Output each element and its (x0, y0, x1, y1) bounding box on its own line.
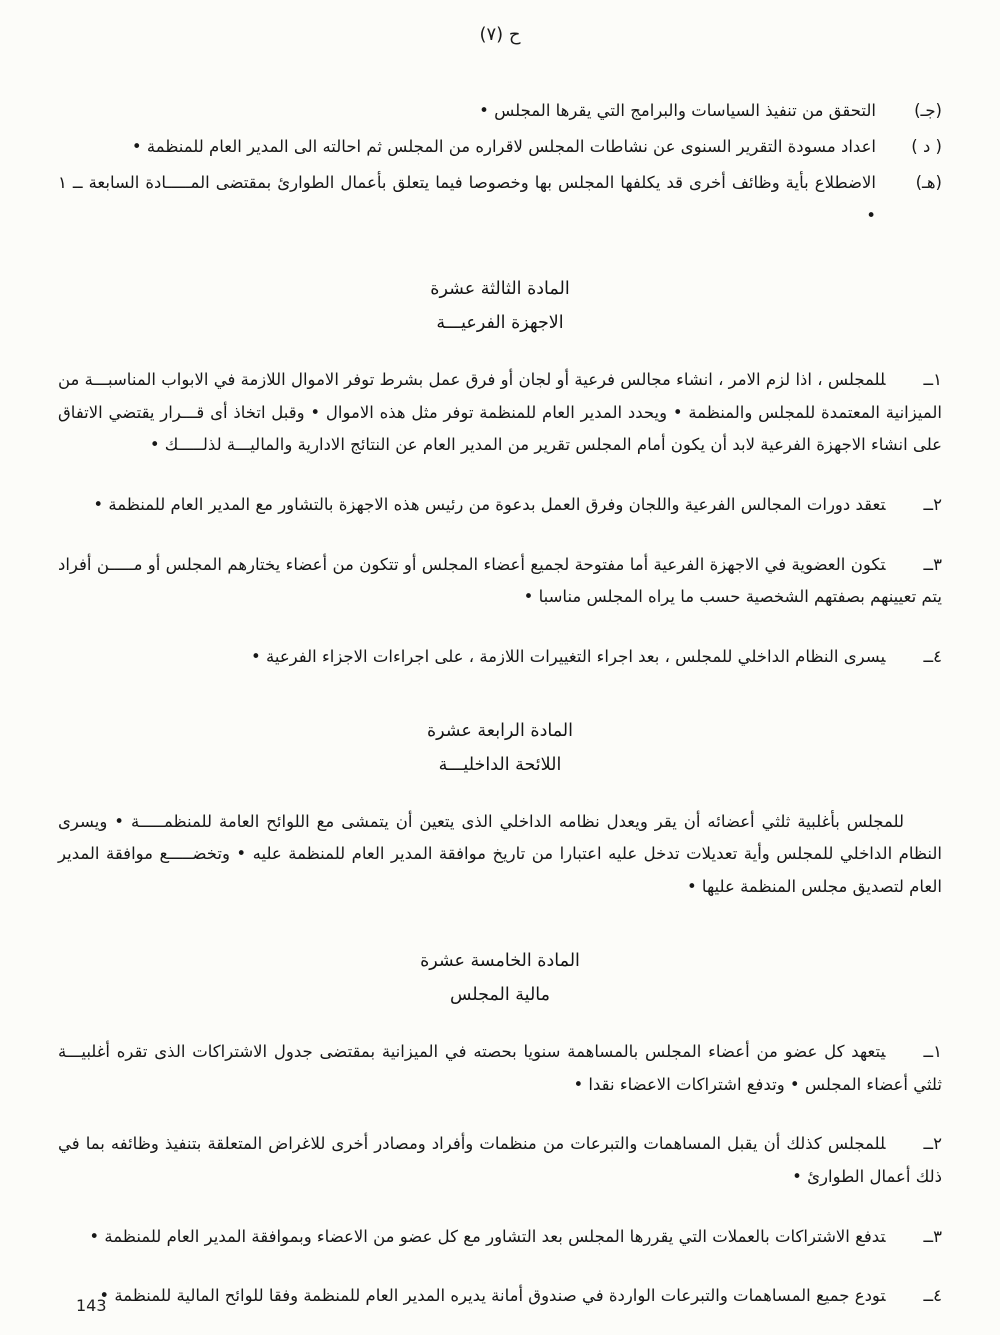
clause-item (58, 167, 942, 231)
paragraph-number: ٣ــ (923, 554, 942, 574)
clause-item (58, 131, 942, 163)
paragraph-number: ٢ــ (923, 1134, 942, 1154)
article-paragraph (58, 549, 942, 614)
article-heading (58, 714, 942, 782)
article-paragraph (58, 1128, 942, 1193)
paragraph-number: ١ــ (923, 1042, 942, 1061)
clause-item (58, 95, 942, 127)
article-title: المادة الخامسة عشرة (420, 950, 580, 971)
article-heading (58, 272, 942, 340)
paragraph-text: للمجلس بأغلبية ثلثي أعضائه أن يقر ويعدل نظامه الداخلي الذى يتعين أن يتمشى مع اللوائح العامة للمنظمـــــة • ويسرى النظام الداخلي للمجلس وأية تعديلات تدخل عليه اعتبارا من تاريخ موافقة المدير العام للمنظمة عليه • وتخضـــــع موافقة المدير العام لتصديق مجلس المنظمة عليها • (58, 811, 942, 897)
article-paragraph (58, 806, 942, 904)
paragraph-text: للمجلس ، اذا لزم الامر ، انشاء مجالس فرعية أو لجان أو فرق عمل بشرط توفر الاموال اللازمة في الابواب المناسبـــة من الميزانية المعتمدة للمجلس والمنظمة • ويحدد المدير العام للمنظمة توفر مثل هذه الاموال • وقبل اتخاذ أى قـــرار يقتضي الاتفاق على انشاء الاجهزة الفرعية لابد أن يكون أمام المجلس تقرير من المدير العام عن النتائج الادارية والماليـــة لذلـــــك • (58, 369, 942, 455)
clause-text: التحقق من تنفيذ السياسات والبرامج التي يقرها المجلس • (479, 101, 876, 120)
paragraph-number: ٢ــ (923, 494, 942, 514)
article-paragraph (58, 1221, 942, 1254)
paragraph-number: ٤ــ (923, 1286, 942, 1306)
article-paragraph (58, 1036, 942, 1101)
paragraph-number: ٣ــ (923, 1226, 942, 1246)
article-title: المادة الرابعة عشرة (426, 720, 573, 741)
clause-marker: (هـ) (915, 173, 942, 193)
article-subtitle: الاجهزة الفرعيـــة (436, 312, 564, 333)
article-paragraph (58, 489, 942, 522)
article-thirteen (58, 272, 942, 674)
article-subtitle: اللائحة الداخليـــة (438, 754, 562, 775)
clause-text: اعداد مسودة التقرير السنوى عن نشاطات المجلس لاقراره من المجلس ثم احالته الى المدير العام للمنظمة • (131, 137, 876, 157)
article-paragraph (58, 641, 942, 674)
page-header (58, 24, 942, 45)
clause-marker: (جـ) (914, 101, 942, 120)
page-header-label: ح (٧) (479, 24, 521, 45)
paragraph-text: للمجلس كذلك أن يقبل المساهمات والتبرعات من منظمات وأفراد ومصادر أخرى للاغراض المتعلقة بتنفيذ وظائفه بما في ذلك أعمال الطوارئ • (58, 1134, 942, 1186)
paragraph-number: ١ــ (923, 369, 942, 389)
article-fifteen (58, 944, 942, 1313)
article-title: المادة الثالثة عشرة (430, 278, 570, 299)
paragraph-text: تدفع الاشتراكات بالعملات التي يقررها المجلس بعد التشاور مع كل عضو من الاعضاء وبموافقة المدير العام للمنظمة • (89, 1226, 886, 1246)
paragraph-text: يتعهد كل عضو من أعضاء المجلس بالمساهمة سنويا بحصته في الميزانية بمقتضى جدول الاشتراكات الذى تقره أغلبيـــة ثلثي أعضاء المجلس • وتدفع اشتراكات الاعضاء نقدا • (58, 1042, 942, 1094)
clause-text: الاضطلاع بأية وظائف أخرى قد يكلفها المجلس بها وخصوصا فيما يتعلق بأعمال الطوارئ بمقتضى المـــــادة السابعة ــ ١ • (58, 173, 876, 225)
paragraph-text: تودع جميع المساهمات والتبرعات الواردة في صندوق أمانة يديره المدير العام للمنظمة وفقا للوائح المالية للمنظمة • (99, 1286, 886, 1306)
article-paragraph (58, 1280, 942, 1313)
clause-list (58, 95, 942, 232)
paragraph-text: تعقد دورات المجالس الفرعية واللجان وفرق العمل بدعوة من رئيس هذه الاجهزة بالتشاور مع المدير العام للمنظمة • (93, 494, 886, 514)
paragraph-text: تكون العضوية في الاجهزة الفرعية أما مفتوحة لجميع أعضاء المجلس أو تتكون من أعضاء يختارهم المجلس أو مـــــن أفراد يتم تعيينهم بصفتهم الشخصية حسب ما يراه المجلس مناسبا • (58, 554, 942, 607)
article-paragraph (58, 364, 942, 462)
paragraph-text: يسرى النظام الداخلي للمجلس ، بعد اجراء التغييرات اللازمة ، على اجراءات الاجزاء الفرعية • (251, 646, 886, 666)
article-fourteen (58, 714, 942, 904)
article-heading (58, 944, 942, 1012)
paragraph-number: ٤ــ (923, 646, 942, 666)
page-number: 143 (76, 1296, 107, 1315)
article-subtitle: مالية المجلس (450, 984, 550, 1005)
clause-marker: ( د ) (911, 137, 942, 157)
